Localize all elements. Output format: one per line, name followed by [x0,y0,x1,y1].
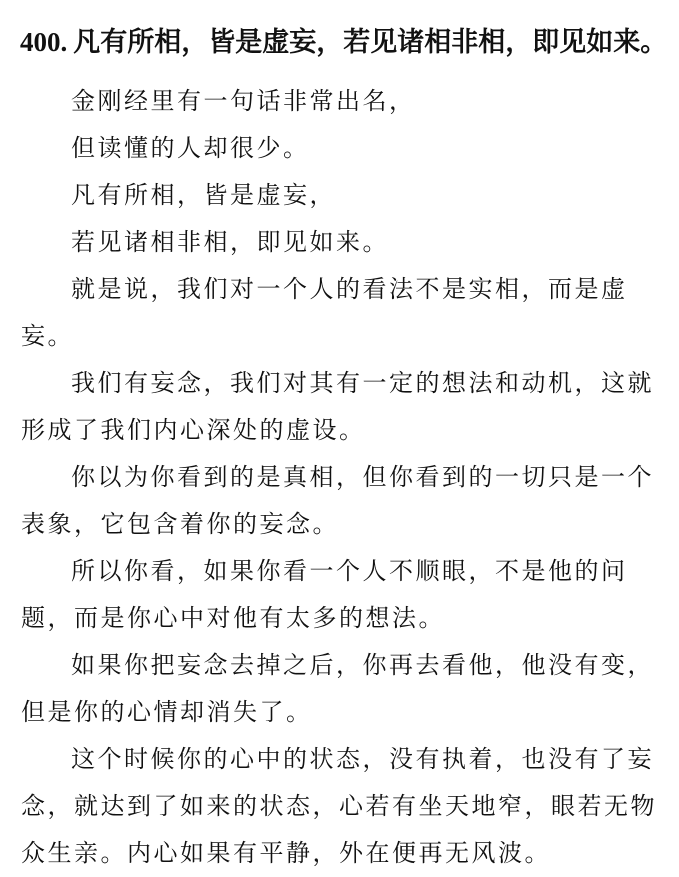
paragraph: 所以你看，如果你看一个人不顺眼，不是他的问题，而是你心中对他有太多的想法。 [21,557,628,632]
paragraph: 你以为你看到的是真相，但你看到的一切只是一个表象，它包含着你的妄念。 [21,463,654,538]
paragraph: 就是说，我们对一个人的看法不是实相，而是虚妄。 [21,275,628,350]
article-title [20,22,670,63]
paragraph: 金刚经里有一句话非常出名， [71,87,416,115]
paragraph: 我们有妄念，我们对其有一定的想法和动机，这就形成了我们内心深处的虚设。 [21,369,654,444]
article-title-text: 凡有所相，皆是虚妄，若见诸相非相，即见如来。 [73,27,668,58]
paragraph: 但读懂的人却很少。 [71,134,310,162]
paragraph: 凡有所相，皆是虚妄， [71,181,336,209]
article-number: 400. [20,27,68,57]
paragraph: 如果你把妄念去掉之后，你再去看他，他没有变，但是你的心情却消失了。 [21,651,654,726]
article-body [21,78,661,877]
paragraph: 这个时候你的心中的状态，没有执着，也没有了妄念，就达到了如来的状态，心若有坐天地窄，眼若无物众生亲。内心如果有平静，外在便再无风波。 [21,745,657,867]
paragraph: 若见诸相非相，即见如来。 [71,228,389,256]
